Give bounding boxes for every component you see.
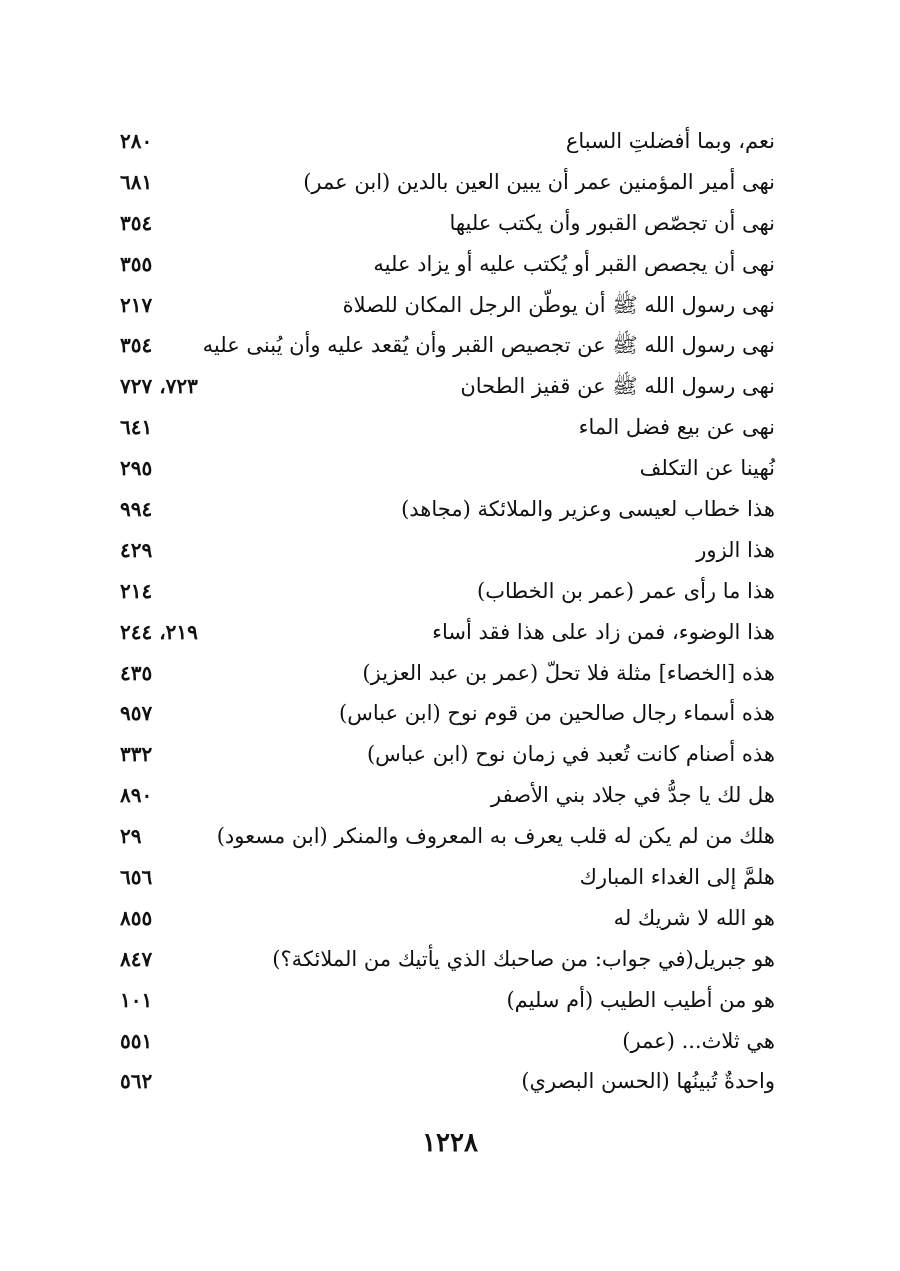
entry-text: هلمَّ إلى الغداء المبارك — [579, 865, 775, 890]
index-entry — [120, 407, 775, 448]
entry-page-ref: ٢١٧ — [120, 292, 153, 317]
entry-page-ref: ٢٩٥ — [120, 456, 153, 481]
index-entry — [120, 448, 775, 489]
index-entry — [120, 1061, 775, 1102]
entry-text: هذه [الخصاء] مثلة فلا تحلّ (عمر بن عبد العزيز) — [362, 660, 775, 685]
index-entry — [120, 285, 775, 326]
index-entry — [120, 939, 775, 980]
page-number: ١٢٢٨ — [422, 1128, 478, 1158]
entry-page-ref: ٦٨١ — [120, 169, 153, 194]
entry-text: نهى عن بيع فضل الماء — [578, 415, 775, 440]
entry-page-ref: ٦٥٦ — [120, 865, 153, 890]
entry-page-ref: ٥٥١ — [120, 1028, 153, 1053]
entry-page-ref: ٤٣٥ — [120, 660, 153, 685]
entry-text: نعم، وبما أفضلتِ السباع — [565, 129, 775, 153]
entry-page-ref: ٩٩٤ — [120, 497, 153, 522]
index-entry — [120, 612, 775, 653]
entry-text: هذا الوضوء، فمن زاد على هذا فقد أساء — [432, 619, 775, 644]
index-entry — [120, 734, 775, 775]
index-entry — [120, 653, 775, 694]
entry-text: نهى رسول الله ﷺ عن قفيز الطحان — [460, 374, 775, 399]
index-entry — [120, 775, 775, 816]
index-entry — [120, 121, 775, 162]
entry-page-ref: ٣٥٥ — [120, 251, 153, 276]
entry-text: هي ثلاث... (عمر) — [622, 1028, 775, 1053]
index-entry — [120, 980, 775, 1021]
entry-page-ref: ٨٥٥ — [120, 905, 153, 930]
entry-page-ref: ٢٩ — [120, 824, 142, 849]
entry-text: هو الله لا شريك له — [613, 905, 775, 930]
entry-page-ref: ٢١٤ — [120, 578, 153, 603]
entry-text: هذا ما رأى عمر (عمر بن الخطاب) — [477, 578, 775, 603]
entry-text: هل لك يا جدُّ في جلاد بني الأصفر — [491, 783, 775, 808]
entry-page-ref: ٤٢٩ — [120, 537, 153, 562]
entry-page-ref: ٣٥٤ — [120, 333, 153, 358]
entry-page-ref: ٧٢٣، ٧٢٧ — [120, 374, 198, 399]
entry-page-ref: ٣٣٢ — [120, 742, 153, 767]
entry-text: نهى رسول الله ﷺ أن يوطّن الرجل المكان للصلاة — [342, 292, 775, 317]
entry-text: نهى رسول الله ﷺ عن تجصيص القبر وأن يُقعد عليه وأن يُبنى عليه — [202, 333, 775, 358]
index-entry — [120, 898, 775, 939]
entry-page-ref: ٨٩٠ — [120, 783, 153, 808]
entry-text: نهى أن يجصص القبر أو يُكتب عليه أو يزاد عليه — [373, 251, 775, 276]
index-entry — [120, 203, 775, 244]
entry-text: هذه أسماء رجال صالحين من قوم نوح (ابن عباس) — [339, 701, 775, 726]
entry-page-ref: ٨٤٧ — [120, 946, 153, 971]
index-entry — [120, 693, 775, 734]
entry-text: نهى أمير المؤمنين عمر أن يبين العين بالدين (ابن عمر) — [303, 169, 775, 194]
index-entry — [120, 489, 775, 530]
entry-text: هذه أصنام كانت تُعبد في زمان نوح (ابن عباس) — [366, 742, 775, 767]
entry-text: هذا الزور — [696, 537, 775, 562]
entry-text: هلك من لم يكن له قلب يعرف به المعروف والمنكر (ابن مسعود) — [216, 824, 775, 849]
entry-text: واحدةٌ تُبينُها (الحسن البصري) — [521, 1069, 775, 1094]
index-entry — [120, 366, 775, 407]
entry-page-ref: ٦٤١ — [120, 415, 153, 440]
index-entry — [120, 571, 775, 612]
entry-page-ref: ٩٥٧ — [120, 701, 153, 726]
entry-page-ref: ٢٨٠ — [120, 129, 153, 153]
entry-text: هو جبريل(في جواب: من صاحبك الذي يأتيك من الملائكة؟) — [272, 946, 775, 971]
entry-text: نهى أن تجصّص القبور وأن يكتب عليها — [449, 210, 775, 235]
entry-page-ref: ٣٥٤ — [120, 210, 153, 235]
index-entry — [120, 162, 775, 203]
index-entry — [120, 857, 775, 898]
entry-page-ref: ٢١٩، ٢٤٤ — [120, 619, 198, 644]
index-entry — [120, 244, 775, 285]
index-entry — [120, 1021, 775, 1062]
index-entry — [120, 325, 775, 366]
index-entry — [120, 816, 775, 857]
index-entry — [120, 530, 775, 571]
index-list — [120, 121, 775, 1102]
entry-page-ref: ١٠١ — [120, 987, 153, 1012]
entry-text: هذا خطاب لعيسى وعزير والملائكة (مجاهد) — [401, 497, 775, 522]
entry-text: نُهينا عن التكلف — [639, 456, 775, 481]
entry-page-ref: ٥٦٢ — [120, 1069, 153, 1094]
entry-text: هو من أطيب الطيب (أم سليم) — [506, 987, 775, 1012]
